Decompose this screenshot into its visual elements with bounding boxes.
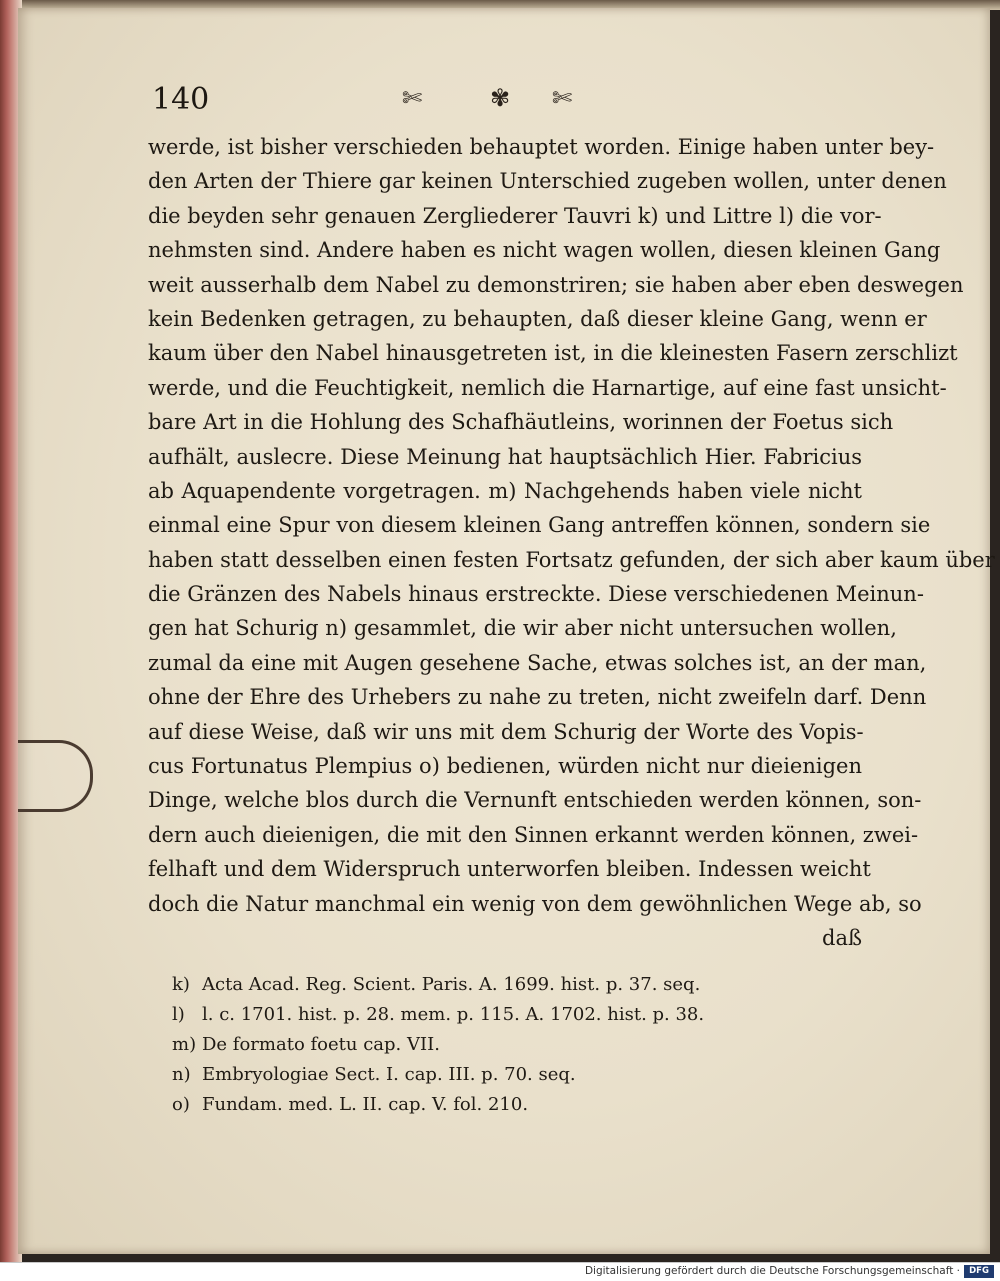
text-line: ohne der Ehre des Urhebers zu nahe zu treten, nicht zweifeln darf. Denn bbox=[148, 685, 927, 710]
footnote-label: n) bbox=[172, 1064, 191, 1085]
footnote bbox=[172, 1030, 792, 1060]
footnote-text: Embryologiae Sect. I. cap. III. p. 70. seq. bbox=[202, 1064, 576, 1085]
text-line: werde, ist bisher verschieden behauptet worden. Einige haben unter bey- bbox=[148, 135, 935, 159]
text-line: die Gränzen des Nabels hinaus erstreckte. Diese verschiedenen Meinun- bbox=[148, 582, 924, 607]
bookmark-tab bbox=[18, 740, 93, 812]
page-header bbox=[152, 82, 852, 122]
footnote-label: o) bbox=[172, 1094, 190, 1115]
credit-bar bbox=[0, 1262, 1000, 1281]
text-line: kein Bedenken getragen, zu behaupten, daß dieser kleine Gang, wenn er bbox=[148, 306, 927, 331]
ornament-left-icon: ✄ bbox=[402, 84, 425, 112]
text-line: felhaft und dem Widerspruch unterworfen bleiben. Indessen weicht bbox=[148, 857, 871, 882]
footnote bbox=[172, 1090, 792, 1120]
footnote-text: De formato foetu cap. VII. bbox=[202, 1034, 440, 1055]
text-line: die beyden sehr genauen Zergliederer Tauvri k) und Littre l) die vor- bbox=[148, 203, 882, 228]
text-line: ab Aquapendente vorgetragen. m) Nachgehends haben viele nicht bbox=[148, 478, 862, 503]
text-line: nehmsten sind. Andere haben es nicht wagen wollen, diesen kleinen Gang bbox=[148, 238, 941, 263]
text-line: cus Fortunatus Plempius o) bedienen, würden nicht nur dieienigen bbox=[148, 754, 862, 779]
text-line: gen hat Schurig n) gesammlet, die wir aber nicht untersuchen wollen, bbox=[148, 616, 897, 641]
footnote-label: m) bbox=[172, 1034, 197, 1055]
ornament-right-icon: ✄ bbox=[552, 84, 575, 112]
body-text bbox=[148, 130, 995, 955]
text-line: dern auch dieienigen, die mit den Sinnen erkannt werden können, zwei- bbox=[148, 822, 919, 847]
footnote-label: k) bbox=[172, 974, 190, 995]
text-line: werde, und die Feuchtigkeit, nemlich die Harnartige, auf eine fast unsicht- bbox=[148, 375, 947, 400]
footnote-text: l. c. 1701. hist. p. 28. mem. p. 115. A. 1702. hist. p. 38. bbox=[202, 1004, 705, 1025]
footnote bbox=[172, 970, 792, 1000]
text-line: aufhält, auslecre. Diese Meinung hat hauptsächlich Hier. Fabricius bbox=[148, 444, 862, 469]
text-line: auf diese Weise, daß wir uns mit dem Schurig der Worte des Vopis- bbox=[148, 719, 864, 744]
text-line: haben statt desselben einen festen Fortsatz gefunden, der sich aber kaum über bbox=[148, 547, 995, 572]
footnote-text: Fundam. med. L. II. cap. V. fol. 210. bbox=[202, 1094, 529, 1115]
footnote-text: Acta Acad. Reg. Scient. Paris. A. 1699. hist. p. 37. seq. bbox=[202, 974, 701, 995]
catchword: daß bbox=[822, 925, 862, 950]
footnotes bbox=[172, 970, 792, 1120]
text-line: weit ausserhalb dem Nabel zu demonstriren; sie haben aber eben deswegen bbox=[148, 272, 964, 297]
page-number: 140 bbox=[152, 82, 210, 117]
footnote bbox=[172, 1060, 792, 1090]
text-line: einmal eine Spur von diesem kleinen Gang antreffen können, sondern sie bbox=[148, 513, 931, 538]
text-line: doch die Natur manchmal ein wenig von dem gewöhnlichen Wege ab, so bbox=[148, 891, 922, 916]
dfg-logo[interactable]: DFG bbox=[964, 1265, 994, 1278]
ornament-center-icon: ✾ bbox=[490, 84, 513, 112]
text-line: kaum über den Nabel hinausgetreten ist, in die kleinesten Fasern zerschlizt bbox=[148, 341, 958, 366]
text-line: Dinge, welche blos durch die Vernunft entschieden werden können, son- bbox=[148, 788, 922, 813]
text-line: bare Art in die Hohlung des Schafhäutleins, worinnen der Foetus sich bbox=[148, 410, 894, 435]
footnote-label: l) bbox=[172, 1004, 185, 1025]
text-line: zumal da eine mit Augen gesehene Sache, etwas solches ist, an der man, bbox=[148, 650, 927, 675]
credit-text: Digitalisierung gefördert durch die Deutsche Forschungsgemeinschaft · bbox=[584, 1265, 960, 1277]
text-line: den Arten der Thiere gar keinen Unterschied zugeben wollen, unter denen bbox=[148, 169, 947, 194]
footnote bbox=[172, 1000, 792, 1030]
